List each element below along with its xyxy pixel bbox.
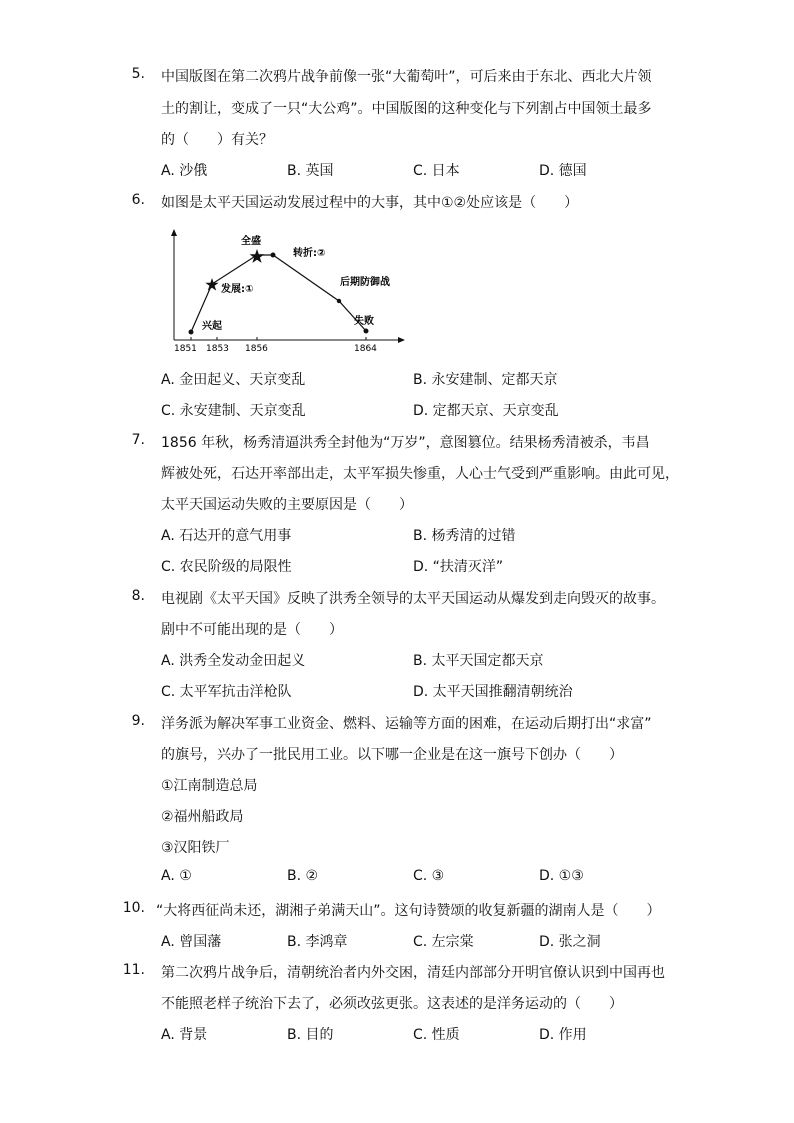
point-fail [364, 329, 369, 334]
point-rise [189, 330, 194, 335]
option-d[interactable]: D. 张之洞 [539, 934, 601, 950]
question-text-line: 太平天国运动失败的主要原因是（ ） [161, 497, 413, 513]
question-text-line: 的旗号，兴办了一批民用工业。以下哪一企业是在这一旗号下创办（ ） [161, 747, 623, 763]
label-turn: 转折:② [293, 248, 326, 259]
option-c[interactable]: C. ③ [413, 868, 445, 884]
option-c[interactable]: C. 性质 [413, 1027, 460, 1043]
option-b[interactable]: B. 李鸿章 [287, 934, 348, 950]
label-peak: 全盛 [241, 236, 261, 247]
question-number: 8. [131, 588, 145, 604]
option-a[interactable]: A. 背景 [161, 1027, 208, 1043]
option-b[interactable]: B. 杨秀清的过错 [413, 528, 516, 544]
option-b[interactable]: B. 英国 [287, 163, 334, 179]
question-number: 10. [122, 900, 145, 916]
option-a[interactable]: A. 金田起义、天京变乱 [161, 372, 306, 388]
option-b[interactable]: B. 太平天国定都天京 [413, 653, 544, 669]
option-d[interactable]: D. 作用 [539, 1027, 587, 1043]
taiping-timeline-figure [165, 228, 410, 353]
option-d[interactable]: D. “扶清灭洋” [413, 559, 504, 575]
choice-item: ①江南制造总局 [161, 778, 258, 794]
option-d[interactable]: D. 太平天国推翻清朝统治 [413, 684, 573, 700]
question-number: 9. [131, 713, 145, 729]
question-text-line: 的（ ）有关？ [161, 132, 273, 148]
choice-item: ②福州船政局 [161, 809, 244, 825]
question-text-line: 中国版图在第二次鸦片战争前像一张“大葡萄叶”，可后来由于东北、西北大片领 [161, 69, 652, 85]
x-axis-arrow [398, 337, 405, 343]
star-peak [250, 249, 265, 263]
option-b[interactable]: B. 永安建制、定都天京 [413, 372, 558, 388]
option-d[interactable]: D. 定都天京、天京变乱 [413, 403, 559, 419]
option-d[interactable]: D. 德国 [539, 163, 587, 179]
question-text-line: 洋务派为解决军事工业资金、燃料、运输等方面的困难，在运动后期打出“求富” [161, 716, 652, 732]
year-label: 1853 [206, 344, 229, 353]
question-text-line: 第二次鸦片战争后，清朝统治者内外交困，清廷内部部分开明官僚认识到中国再也 [161, 965, 665, 981]
option-c[interactable]: C. 左宗棠 [413, 934, 474, 950]
question-text-line: 电视剧《太平天国》反映了洪秀全领导的太平天国运动从爆发到走向毁灭的故事。 [161, 591, 665, 607]
option-b[interactable]: B. 目的 [287, 1027, 334, 1043]
question-number: 5. [131, 66, 145, 82]
label-develop: 发展:① [221, 284, 254, 295]
choice-item: ③汉阳铁厂 [161, 840, 230, 856]
question-text-line: 不能照老样子统治下去了，必须改弦更张。这表述的是洋务运动的（ ） [161, 996, 623, 1012]
option-a[interactable]: A. 石达开的意气用事 [161, 528, 292, 544]
option-c[interactable]: C. 永安建制、天京变乱 [161, 403, 306, 419]
point-turn [271, 253, 276, 258]
question-text-line: 土的割让，变成了一只“大公鸡”。中国版图的这种变化与下列割占中国领土最多 [161, 101, 652, 117]
point-defense [337, 299, 341, 303]
question-number: 6. [131, 192, 145, 208]
question-number: 11. [122, 962, 145, 978]
question-text-line: 剧中不可能出现的是（ ） [161, 622, 343, 638]
question-text-line: 1856 年秋，杨秀清逼洪秀全封他为“万岁”，意图篡位。结果杨秀清被杀，韦昌 [161, 435, 650, 451]
year-label: 1851 [174, 344, 197, 353]
option-a[interactable]: A. ① [161, 868, 192, 884]
star-develop [205, 278, 218, 291]
option-d[interactable]: D. ①③ [539, 868, 584, 884]
label-rise: 兴起 [202, 321, 222, 332]
y-axis-arrow [171, 229, 177, 236]
question-text-line: “大将西征尚未还，湖湘子弟满天山”。这句诗赞颂的收复新疆的湖南人是（ ） [156, 903, 661, 919]
question-text-line: 如图是太平天国运动发展过程中的大事，其中①②处应该是（ ） [161, 195, 579, 211]
option-c[interactable]: C. 太平军抗击洋枪队 [161, 684, 292, 700]
option-a[interactable]: A. 沙俄 [161, 163, 208, 179]
option-c[interactable]: C. 农民阶级的局限性 [161, 559, 292, 575]
option-b[interactable]: B. ② [287, 868, 319, 884]
question-number: 7. [131, 432, 145, 448]
label-fail: 失败 [354, 316, 374, 327]
label-defense: 后期防御战 [340, 277, 390, 288]
year-label: 1864 [354, 344, 377, 353]
year-label: 1856 [245, 344, 268, 353]
option-a[interactable]: A. 曾国藩 [161, 934, 222, 950]
option-c[interactable]: C. 日本 [413, 163, 460, 179]
option-a[interactable]: A. 洪秀全发动金田起义 [161, 653, 306, 669]
question-text-line: 辉被处死，石达开率部出走，太平军损失惨重，人心士气受到严重影响。由此可见， [161, 466, 679, 482]
